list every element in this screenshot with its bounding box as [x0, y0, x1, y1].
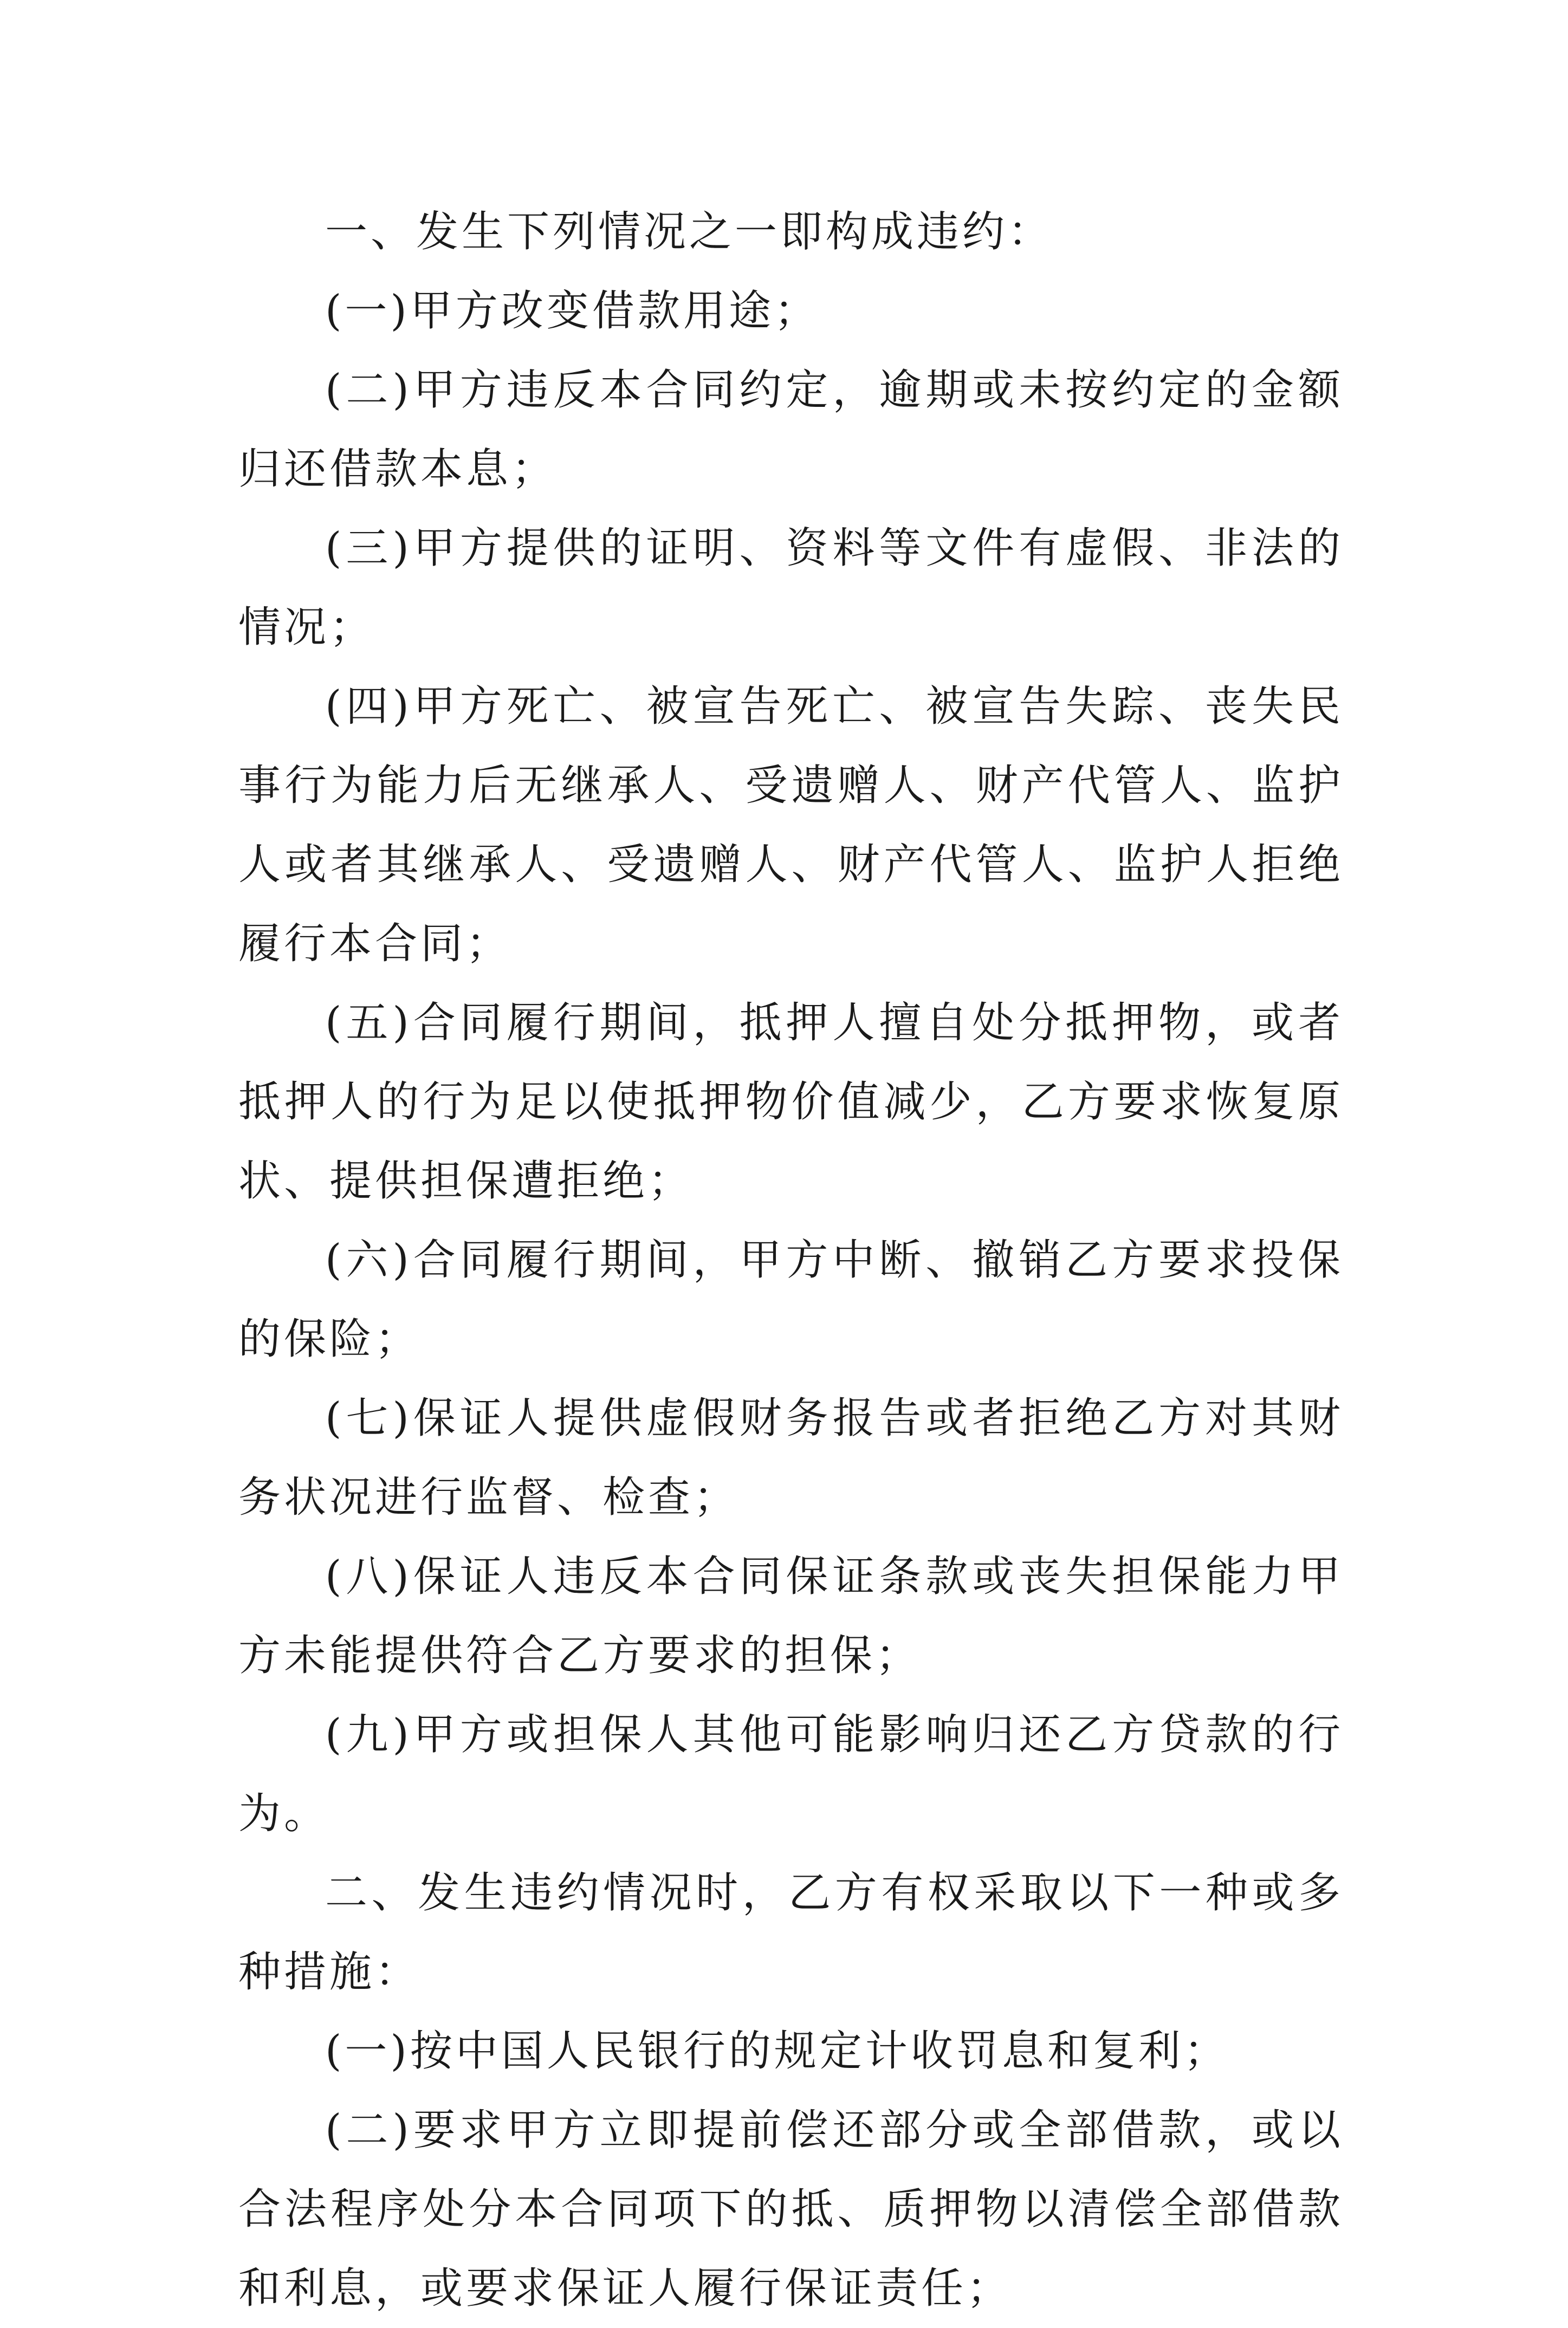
clause-1-item-7: (七)保证人提供虚假财务报告或者拒绝乙方对其财务状况进行监督、检查； — [238, 1394, 1344, 1522]
clause-2-heading: 二、发生违约情况时，乙方有权采取以下一种或多种措施： — [238, 1869, 1344, 1996]
clause-1-item-9: (九)甲方或担保人其他可能影响归还乙方贷款的行为。 — [238, 1710, 1344, 1838]
clause-2-item-1: (一)按中国人民银行的规定计收罚息和复利； — [325, 2027, 1229, 2076]
clause-1-item-2: (二)甲方违反本合同约定，逾期或未按约定的金额归还借款本息； — [238, 366, 1344, 494]
document-body — [238, 192, 1344, 2328]
clause-1-item-5: (五)合同履行期间，抵押人擅自处分抵押物，或者抵押人的行为足以使抵押物价值减少，乙方要求恢复原状、提供担保遭拒绝； — [238, 998, 1344, 1205]
clause-1-item-3: (三)甲方提供的证明、资料等文件有虚假、非法的情况； — [238, 524, 1344, 652]
clause-1-item-8: (八)保证人违反本合同保证条款或丧失担保能力甲方未能提供符合乙方要求的担保； — [238, 1552, 1344, 1680]
clause-1-item-6: (六)合同履行期间，甲方中断、撤销乙方要求投保的保险； — [238, 1236, 1344, 1364]
clause-1-heading: 一、发生下列情况之一即构成违约： — [325, 207, 1054, 256]
clause-2-item-2: (二)要求甲方立即提前偿还部分或全部借款，或以合法程序处分本合同项下的抵、质押物以清偿全部借款和利息，或要求保证人履行保证责任； — [238, 2106, 1344, 2313]
clause-1-item-1: (一)甲方改变借款用途； — [325, 287, 820, 335]
clause-1-item-4: (四)甲方死亡、被宣告死亡、被宣告失踪、丧失民事行为能力后无继承人、受遗赠人、财产代管人、监护人或者其继承人、受遗赠人、财产代管人、监护人拒绝履行本合同； — [238, 682, 1344, 968]
